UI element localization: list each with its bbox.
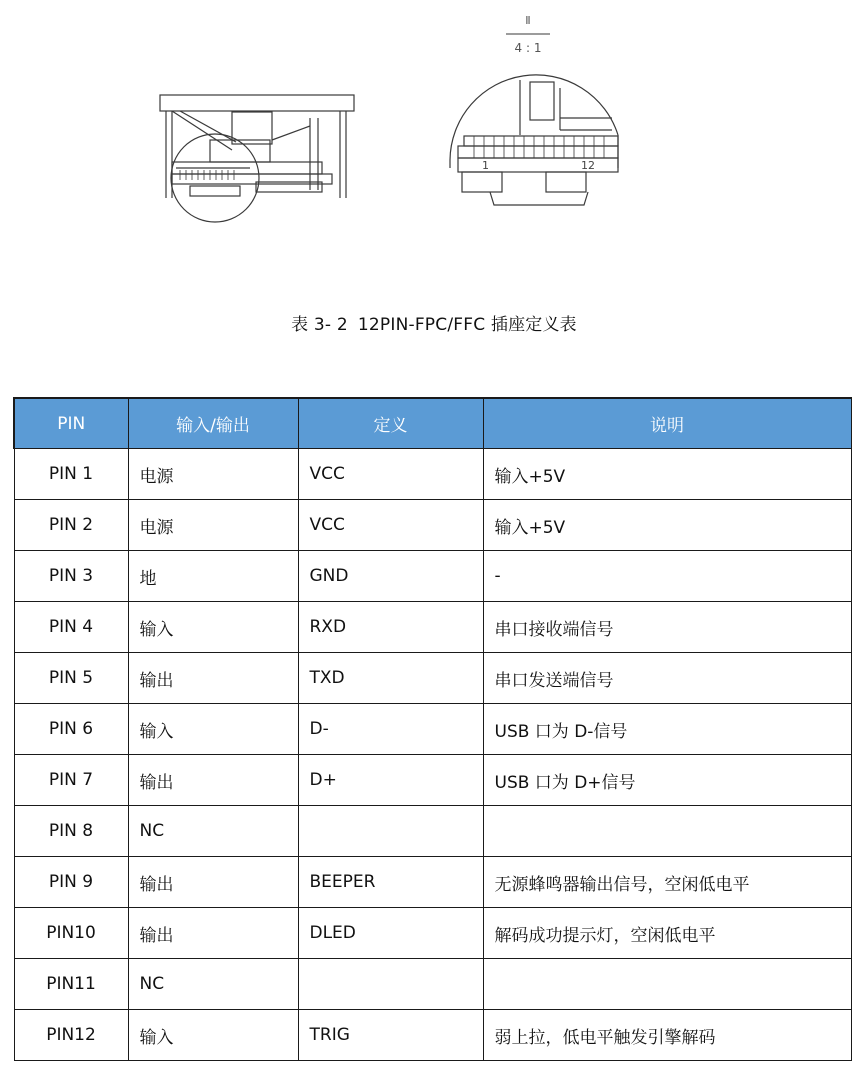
cell-description (483, 806, 851, 857)
cell-description: 解码成功提示灯，空闲低电平 (483, 908, 851, 959)
table-caption-number: 表 3- 2 (291, 315, 348, 335)
table-row (14, 806, 851, 857)
cell-pin: PIN10 (14, 908, 128, 959)
header-description: 说明 (483, 398, 851, 449)
table-row (14, 449, 851, 500)
cell-pin: PIN 4 (14, 602, 128, 653)
cell-definition: VCC (298, 449, 483, 500)
cell-definition: RXD (298, 602, 483, 653)
cell-io: 输入 (128, 704, 298, 755)
pin-definition-table (13, 397, 852, 1061)
cell-io: 输出 (128, 653, 298, 704)
cell-io: 地 (128, 551, 298, 602)
table-row (14, 500, 851, 551)
cell-pin: PIN 1 (14, 449, 128, 500)
cell-pin: PIN 7 (14, 755, 128, 806)
cell-description: 输入+5V (483, 500, 851, 551)
cell-pin: PIN 5 (14, 653, 128, 704)
cell-pin: PIN 8 (14, 806, 128, 857)
cell-io: NC (128, 806, 298, 857)
module-side-view (160, 95, 354, 222)
table-header-row (14, 398, 851, 449)
cell-definition: D- (298, 704, 483, 755)
cell-io: 输出 (128, 857, 298, 908)
table-row (14, 908, 851, 959)
header-definition: 定义 (298, 398, 483, 449)
cell-pin: PIN12 (14, 1010, 128, 1061)
cell-definition: D+ (298, 755, 483, 806)
cell-io: NC (128, 959, 298, 1010)
cell-pin: PIN 3 (14, 551, 128, 602)
detail-scale-ratio: 4 : 1 (514, 41, 542, 55)
cell-io: 输出 (128, 908, 298, 959)
table-row (14, 959, 851, 1010)
cell-pin: PIN11 (14, 959, 128, 1010)
cell-io: 输入 (128, 1010, 298, 1061)
cell-description: 输入+5V (483, 449, 851, 500)
table-row (14, 653, 851, 704)
cell-description: 串口接收端信号 (483, 602, 851, 653)
header-io: 输入/输出 (128, 398, 298, 449)
cell-description: - (483, 551, 851, 602)
table-row (14, 1010, 851, 1061)
table-caption (0, 310, 868, 335)
cell-definition: DLED (298, 908, 483, 959)
cell-pin: PIN 9 (14, 857, 128, 908)
cell-description: 串口发送端信号 (483, 653, 851, 704)
cell-description: 无源蜂鸣器输出信号，空闲低电平 (483, 857, 851, 908)
cell-definition: VCC (298, 500, 483, 551)
cell-definition: TRIG (298, 1010, 483, 1061)
header-pin: PIN (14, 398, 128, 449)
cell-definition (298, 806, 483, 857)
cell-io: 电源 (128, 500, 298, 551)
cell-description: USB 口为 D-信号 (483, 704, 851, 755)
cell-description: 弱上拉，低电平触发引擎解码 (483, 1010, 851, 1061)
cell-io: 输出 (128, 755, 298, 806)
detail-label-top: Ⅱ (525, 14, 531, 27)
table-row (14, 551, 851, 602)
connector-detail-view (450, 14, 618, 205)
cell-description: USB 口为 D+信号 (483, 755, 851, 806)
table-row (14, 755, 851, 806)
cell-io: 输入 (128, 602, 298, 653)
cell-definition: BEEPER (298, 857, 483, 908)
cell-description (483, 959, 851, 1010)
connector-drawing (0, 0, 868, 260)
table-row (14, 602, 851, 653)
detail-pin-last-label: 12 (581, 159, 595, 172)
cell-definition (298, 959, 483, 1010)
cell-io: 电源 (128, 449, 298, 500)
cell-pin: PIN 2 (14, 500, 128, 551)
cell-definition: GND (298, 551, 483, 602)
detail-pin-first-label: 1 (482, 159, 489, 172)
cell-definition: TXD (298, 653, 483, 704)
connector-drawing-figure (0, 0, 868, 260)
cell-pin: PIN 6 (14, 704, 128, 755)
table-row (14, 857, 851, 908)
table-row (14, 704, 851, 755)
table-caption-title: 12PIN-FPC/FFC 插座定义表 (357, 315, 577, 335)
